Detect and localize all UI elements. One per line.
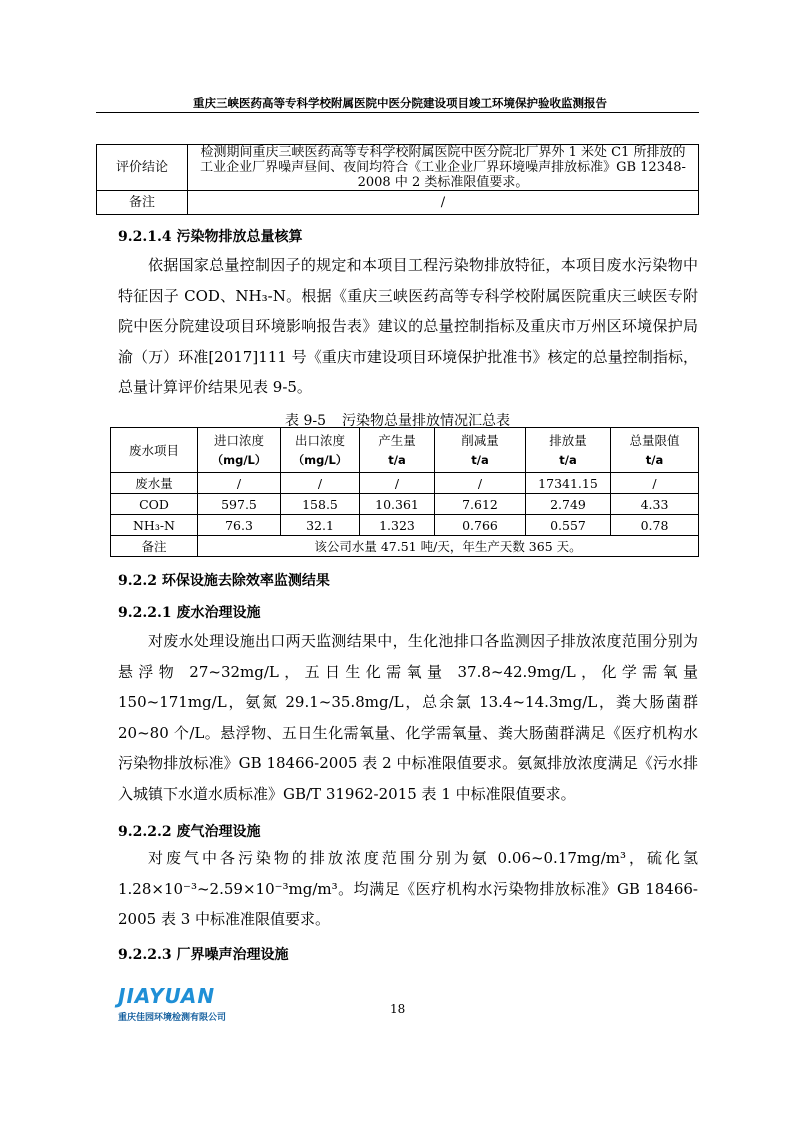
table-cell: / <box>281 473 360 494</box>
table-cell: 597.5 <box>198 494 281 515</box>
table-caption-title: 污染物总量排放情况汇总表 <box>342 413 510 429</box>
remark-label: 备注 <box>97 191 188 215</box>
conclusion-label: 评价结论 <box>97 145 188 191</box>
section-heading-9221: 9.2.2.1 废水治理设施 <box>118 605 261 621</box>
table-cell: 7.612 <box>435 494 526 515</box>
section-heading-9223: 9.2.2.3 厂界噪声治理设施 <box>118 947 289 963</box>
table-row <box>111 473 699 494</box>
table-cell: 0.766 <box>435 515 526 536</box>
table-cell: / <box>435 473 526 494</box>
header-cell: 产生量 t/a <box>360 428 435 473</box>
table-row <box>111 515 699 536</box>
page-number: 18 <box>390 1002 406 1016</box>
section-heading-922: 9.2.2 环保设施去除效率监测结果 <box>118 573 330 589</box>
table-cell: 76.3 <box>198 515 281 536</box>
table-cell: / <box>198 473 281 494</box>
header-cell: 排放量 t/a <box>526 428 611 473</box>
section-heading-9222: 9.2.2.2 废气治理设施 <box>118 824 261 840</box>
logo-wordmark: JIAYUAN <box>118 984 216 1008</box>
paragraph-9221: 对废水处理设施出口两天监测结果中，生化池排口各监测因子排放浓度范围分别为悬浮物 27~32mg/L，五日生化需氧量 37.8~42.9mg/L，化学需氧量 150~171mg/L，氨氮 29.1~35.8mg/L，总余氯 13.4~14.3mg/L，粪大肠菌群 20~80 个/L。悬浮物、五日生化需氧量、化学需氧量、粪大肠菌群满足《医疗机构水污染物排放标准》GB 18466-2005 表 2 中标准限值要求。氨氮排放浓度满足《污水排入城镇下水道水质标准》GB/T 31962-2015 表 1 中标准限值要求。 <box>118 632 698 803</box>
header-divider <box>96 112 699 113</box>
table-cell: NH₃-N <box>111 515 198 536</box>
table-cell: 1.323 <box>360 515 435 536</box>
table-cell: 10.361 <box>360 494 435 515</box>
company-name: 重庆佳园环境检测有限公司 <box>118 1013 227 1023</box>
header-cell: 进口浓度 （mg/L） <box>198 428 281 473</box>
table-header-row <box>111 428 699 473</box>
table-cell: 4.33 <box>611 494 699 515</box>
table-cell: 0.78 <box>611 515 699 536</box>
paragraph-9214: 依据国家总量控制因子的规定和本项目工程污染物排放特征，本项目废水污染物中特征因子 COD、NH₃-N。根据《重庆三峡医药高等专科学校附属医院重庆三峡医专附院中医分院建设项目环境影响报告表》建议的总量控制指标及重庆市万州区环境保护局渝（万）环准[2017]111 号《重庆市建设项目环境保护批准书》核定的总量控制指标，总量计算评价结果见表 9-5。 <box>118 256 698 396</box>
table-row <box>97 145 699 191</box>
table-cell: 2.749 <box>526 494 611 515</box>
header-cell: 出口浓度 （mg/L） <box>281 428 360 473</box>
report-header-title: 重庆三峡医药高等专科学校附属医院中医分院建设项目竣工环境保护验收监测报告 <box>193 96 607 110</box>
note-label: 备注 <box>111 536 198 557</box>
company-logo <box>118 984 226 1023</box>
conclusion-value: 检测期间重庆三峡医药高等专科学校附属医院中医分院北厂界外 1 米处 C1 所排放的工业企业厂界噪声昼间、夜间均符合《工业企业厂界环境噪声排放标准》GB 12348-2008 中 2 类标准限值要求。 <box>188 145 699 191</box>
pollutant-total-table <box>110 427 699 557</box>
table-cell: COD <box>111 494 198 515</box>
table-cell: 158.5 <box>281 494 360 515</box>
table-row <box>111 494 699 515</box>
table-row <box>111 536 699 557</box>
section-heading-9214: 9.2.1.4 污染物排放总量核算 <box>118 229 303 245</box>
evaluation-conclusion-table <box>96 144 699 215</box>
note-value: 该公司水量 47.51 吨/天，年生产天数 365 天。 <box>198 536 699 557</box>
table-cell: 废水量 <box>111 473 198 494</box>
table-cell: 32.1 <box>281 515 360 536</box>
table-cell: 17341.15 <box>526 473 611 494</box>
table-caption-number: 表 9-5 <box>285 413 326 429</box>
header-cell: 削减量 t/a <box>435 428 526 473</box>
paragraph-9222: 对废气中各污染物的排放浓度范围分别为氨 0.06~0.17mg/m³，硫化氢 1.28×10⁻³~2.59×10⁻³mg/m³。均满足《医疗机构水污染物排放标准》GB 18466-2005 表 3 中标准准限值要求。 <box>118 849 698 928</box>
table-cell: / <box>360 473 435 494</box>
table-cell: 0.557 <box>526 515 611 536</box>
remark-value: / <box>188 191 699 215</box>
header-cell: 总量限值 t/a <box>611 428 699 473</box>
header-cell: 废水项目 <box>111 428 198 473</box>
table-cell: / <box>611 473 699 494</box>
table-row <box>97 191 699 215</box>
